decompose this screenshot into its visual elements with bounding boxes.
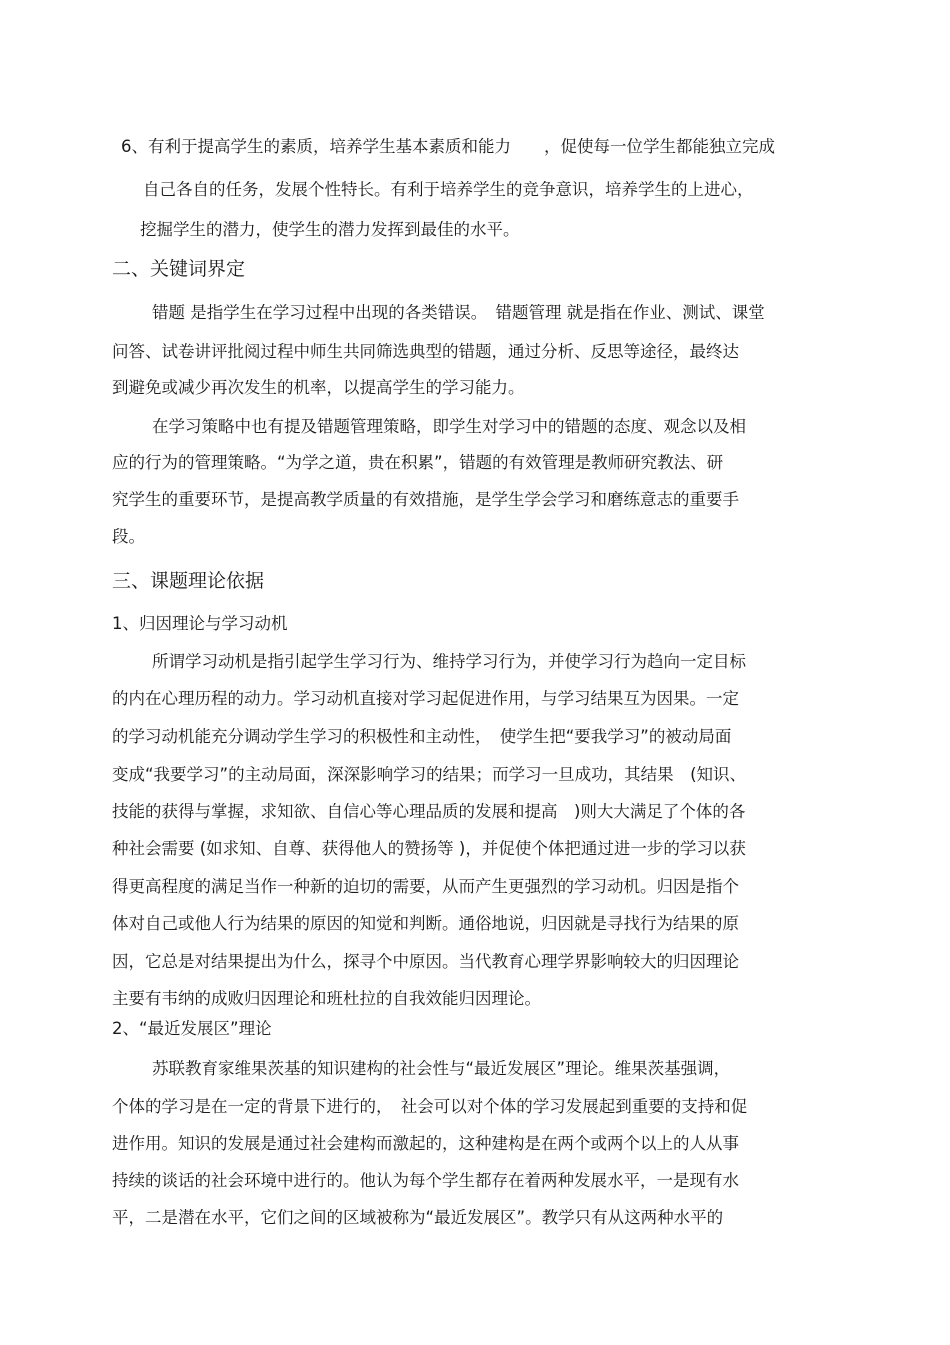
paragraph-line: 技能的获得与掌握，求知欲、自信心等心理品质的发展和提高 )则大大满足了个体的各 xyxy=(112,802,746,821)
paragraph-line: 主要有韦纳的成败归因理论和班杜拉的自我效能归因理论。 xyxy=(112,989,541,1008)
paragraph-line: 问答、试卷讲评批阅过程中师生共同筛选典型的错题，通过分析、反思等途径，最终达 xyxy=(112,342,739,361)
paragraph-line: 错题 是指学生在学习过程中出现的各类错误。 错题管理 就是指在作业、测试、课堂 xyxy=(152,303,765,322)
list-item-6-line-1: 6、有利于提高学生的素质，培养学生基本素质和能力 ，促使每一位学生都能独立完成 xyxy=(121,137,775,156)
section-heading-keywords: 二、关键词界定 xyxy=(112,258,246,280)
list-item-6-line-3: 挖掘学生的潜力，使学生的潜力发挥到最佳的水平。 xyxy=(140,220,520,239)
paragraph-line: 个体的学习是在一定的背景下进行的， 社会可以对个体的学习发展起到重要的支持和促 xyxy=(112,1097,748,1116)
paragraph-line: 变成“我要学习”的主动局面，深深影响学习的结果；而学习一旦成功，其结果 (知识、 xyxy=(112,765,747,784)
paragraph-line: 在学习策略中也有提及错题管理策略，即学生对学习中的错题的态度、观念以及相 xyxy=(152,417,746,436)
list-item-6-line-2: 自己各自的任务，发展个性特长。有利于培养学生的竞争意识，培养学生的上进心， xyxy=(143,180,754,199)
paragraph-line: 所谓学习动机是指引起学生学习行为、维持学习行为，并使学习行为趋向一定目标 xyxy=(152,652,746,671)
paragraph-line: 的内在心理历程的动力。学习动机直接对学习起促进作用，与学习结果互为因果。一定 xyxy=(112,689,739,708)
subsection-heading-zpd: 2、“最近发展区”理论 xyxy=(112,1019,272,1038)
paragraph-line: 平，二是潜在水平，它们之间的区域被称为“最近发展区”。教学只有从这两种水平的 xyxy=(112,1208,724,1227)
section-heading-theory: 三、课题理论依据 xyxy=(112,570,265,592)
paragraph-line: 到避免或减少再次发生的机率，以提高学生的学习能力。 xyxy=(112,378,525,397)
subsection-heading-attribution: 1、归因理论与学习动机 xyxy=(112,614,288,633)
paragraph-line: 因，它总是对结果提出为什么，探寻个中原因。当代教育心理学界影响较大的归因理论 xyxy=(112,952,739,971)
paragraph-line: 究学生的重要环节，是提高教学质量的有效措施，是学生学会学习和磨练意志的重要手 xyxy=(112,490,739,509)
paragraph-line: 进作用。知识的发展是通过社会建构而激起的，这种建构是在两个或两个以上的人从事 xyxy=(112,1134,739,1153)
paragraph-line: 的学习动机能充分调动学生学习的积极性和主动性， 使学生把“要我学习”的被动局面 xyxy=(112,727,732,746)
paragraph-line: 得更高程度的满足当作一种新的迫切的需要，从而产生更强烈的学习动机。归因是指个 xyxy=(112,877,739,896)
paragraph-line: 段。 xyxy=(112,527,145,546)
paragraph-line: 苏联教育家维果茨基的知识建构的社会性与“最近发展区”理论。维果茨基强调， xyxy=(152,1059,731,1078)
paragraph-line: 持续的谈话的社会环境中进行的。他认为每个学生都存在着两种发展水平，一是现有水 xyxy=(112,1171,739,1190)
paragraph-line: 应的行为的管理策略。“为学之道，贵在积累”，错题的有效管理是教师研究教法、研 xyxy=(112,453,724,472)
paragraph-line: 体对自己或他人行为结果的原因的知觉和判断。通俗地说，归因就是寻找行为结果的原 xyxy=(112,914,739,933)
paragraph-line: 种社会需要 (如求知、自尊、获得他人的赞扬等 )，并促使个体把通过进一步的学习以获 xyxy=(112,839,746,858)
